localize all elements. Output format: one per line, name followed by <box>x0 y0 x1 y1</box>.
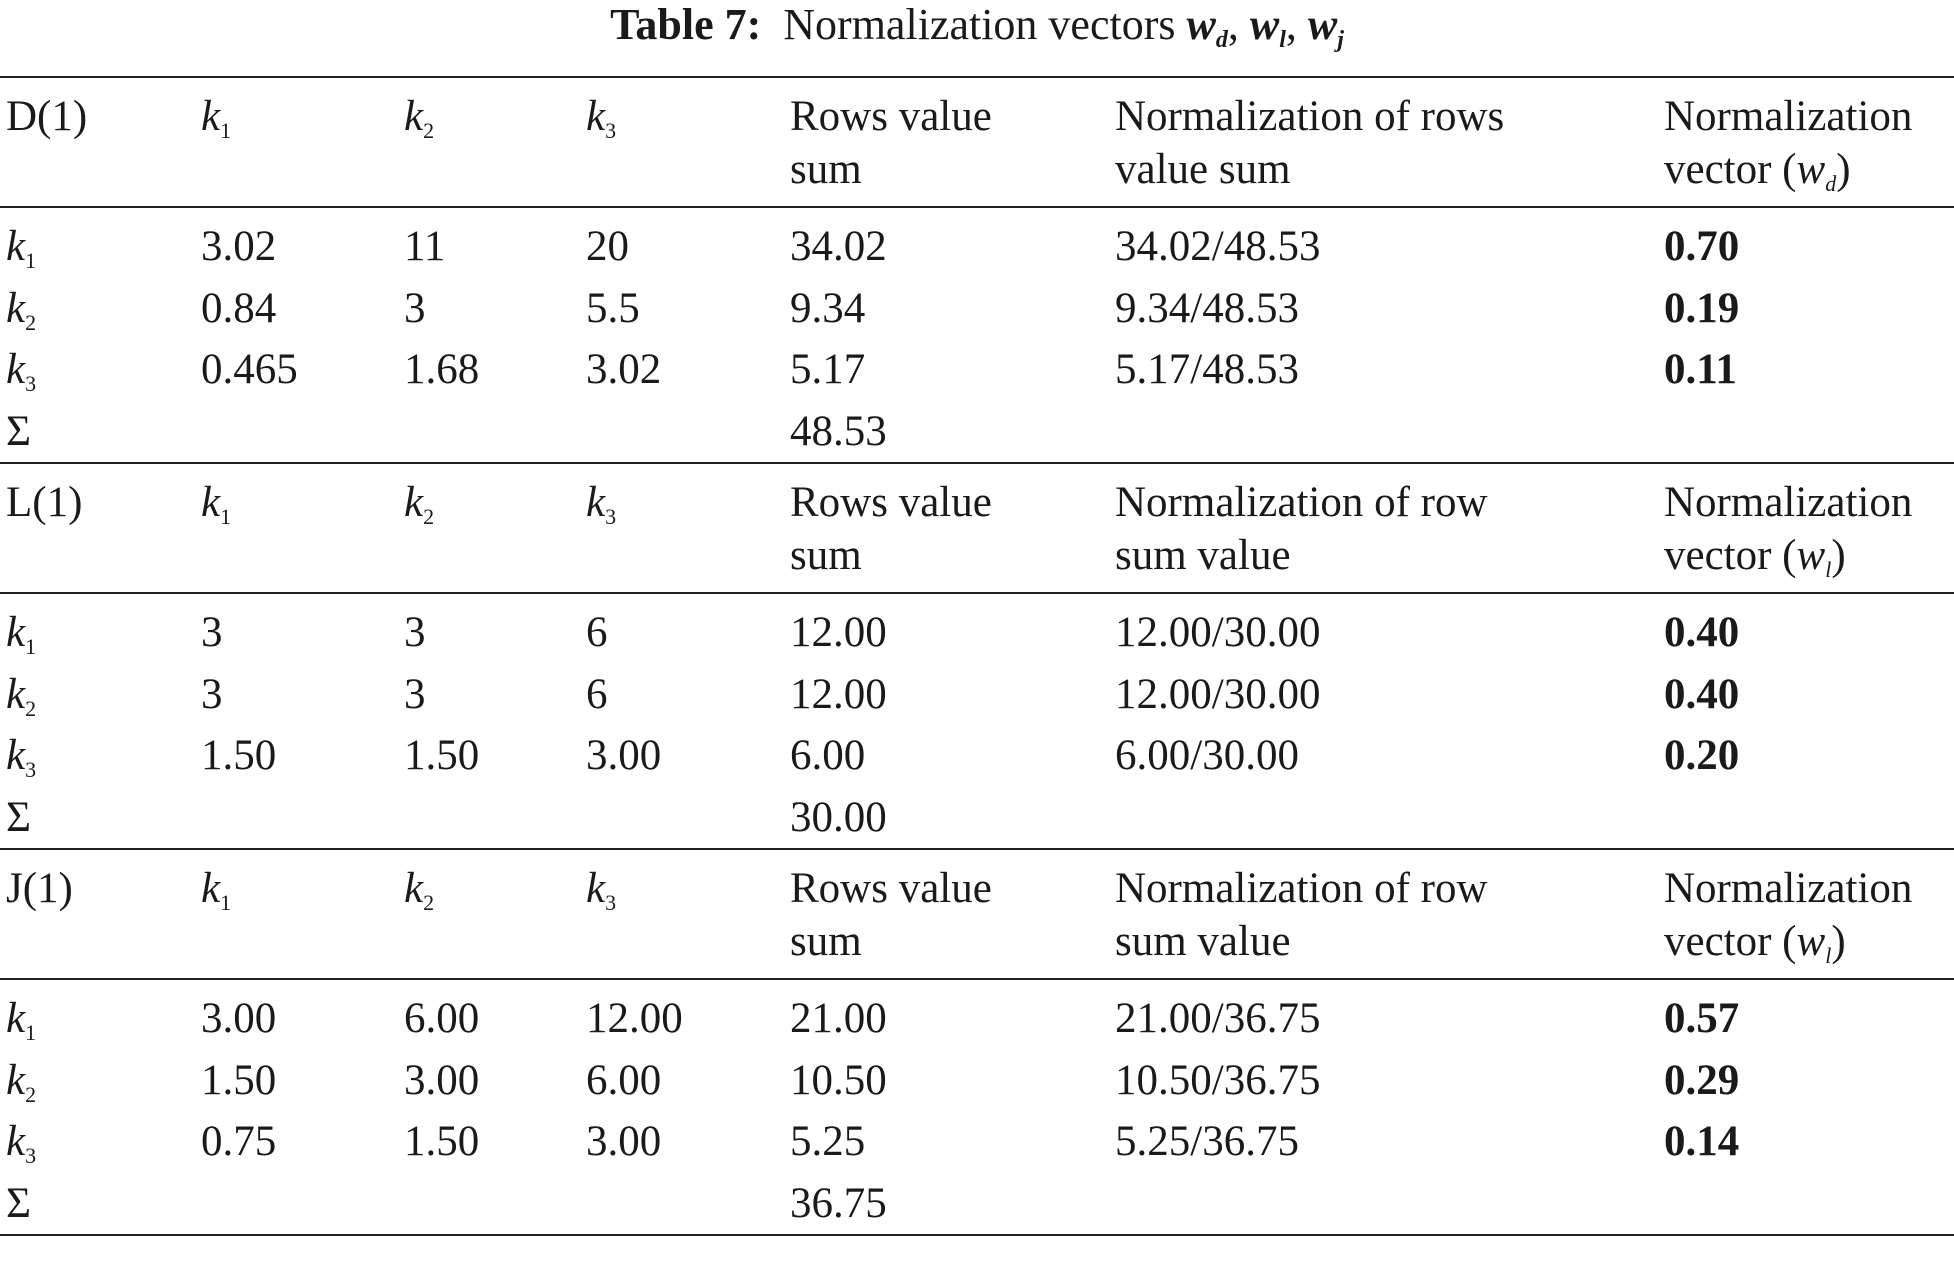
cell-rows-sum: 34.02 <box>790 223 887 270</box>
cell-k2: 3 <box>404 670 426 718</box>
sum-row <box>0 787 1954 850</box>
cell-weight: 0.19 <box>1664 284 1740 332</box>
cell-k1: 1.50 <box>201 1056 277 1104</box>
header-k1: $k_1$ <box>201 479 232 529</box>
caption-vector-wl: $w_l$ <box>1249 0 1286 53</box>
table-caption: Table 7: Normalization vectors $w_d$, $w_l$, $w_j$ <box>610 0 1344 53</box>
cell-normalization: 21.00/36.75 <box>1115 995 1321 1042</box>
header-normalization-of-sum: Normalization of row sum value <box>1115 865 1488 965</box>
cell-k1: 0.84 <box>201 284 277 332</box>
cell-weight: 0.29 <box>1664 1056 1740 1104</box>
caption-vector-wd: $w_d$ <box>1186 0 1228 53</box>
cell-k3: 20 <box>586 223 629 270</box>
cell-weight: 0.70 <box>1664 223 1740 270</box>
header-rows-value-sum: Rows value sum <box>790 865 992 965</box>
cell-weight: 0.40 <box>1664 670 1740 718</box>
cell-weight: 0.40 <box>1664 609 1740 656</box>
cell-k1: 0.75 <box>201 1118 277 1165</box>
table-row <box>0 664 1954 726</box>
header-normalization-vector: Normalization vector $(w_l)$ <box>1664 479 1913 582</box>
cell-k3: 3.00 <box>586 1118 662 1165</box>
cell-rows-sum: 6.00 <box>790 732 866 779</box>
cell-k3: 6.00 <box>586 1056 662 1104</box>
cell-weight: 0.57 <box>1664 995 1740 1042</box>
sum-row <box>0 1173 1954 1236</box>
row-label: $k_2$ <box>6 1056 37 1107</box>
table-section <box>0 77 1954 463</box>
header-k2: $k_2$ <box>404 479 435 529</box>
table-section <box>0 463 1954 849</box>
cell-normalization: 6.00/30.00 <box>1115 732 1299 779</box>
caption-text: Normalization vectors <box>783 0 1176 49</box>
cell-k2: 6.00 <box>404 995 480 1042</box>
cell-weight: 0.14 <box>1664 1118 1740 1165</box>
table-row <box>0 207 1954 278</box>
cell-rows-sum: 21.00 <box>790 995 887 1042</box>
section-header-row <box>0 77 1954 207</box>
table-row <box>0 278 1954 340</box>
cell-rows-sum: 5.25 <box>790 1118 866 1165</box>
cell-rows-sum: 12.00 <box>790 609 887 656</box>
cell-k3: 6 <box>586 670 608 718</box>
cell-k2: 1.50 <box>404 1118 480 1165</box>
cell-rows-sum: 12.00 <box>790 670 887 718</box>
sum-symbol: Σ <box>6 407 32 455</box>
header-k2: $k_2$ <box>404 93 435 143</box>
cell-k1: 3.02 <box>201 223 277 270</box>
cell-k1: 1.50 <box>201 732 277 779</box>
cell-weight: 0.11 <box>1664 346 1737 393</box>
cell-k1: 3 <box>201 670 223 718</box>
header-normalization-of-sum: Normalization of rows value sum <box>1115 93 1505 193</box>
header-k1: $k_1$ <box>201 865 232 915</box>
header-normalization-vector: Normalization vector $(w_d)$ <box>1664 93 1913 196</box>
cell-normalization: 12.00/30.00 <box>1115 609 1321 656</box>
header-normalization-of-sum: Normalization of row sum value <box>1115 479 1488 579</box>
cell-k3: 6 <box>586 609 608 656</box>
cell-k2: 1.68 <box>404 346 480 393</box>
table-row <box>0 593 1954 664</box>
section-header-row <box>0 849 1954 979</box>
matrix-label: D(1) <box>6 93 88 140</box>
sum-row <box>0 401 1954 464</box>
row-label: $k_3$ <box>6 1118 37 1168</box>
cell-k2: 3.00 <box>404 1056 480 1104</box>
cell-k2: 3 <box>404 284 426 332</box>
cell-k2: 3 <box>404 609 426 656</box>
matrix-label: L(1) <box>6 479 83 526</box>
cell-rows-sum: 9.34 <box>790 284 866 332</box>
row-label: $k_2$ <box>6 670 37 721</box>
header-normalization-vector: Normalization vector $(w_l)$ <box>1664 865 1913 968</box>
cell-normalization: 12.00/30.00 <box>1115 670 1321 718</box>
sum-value: 30.00 <box>790 793 887 841</box>
sum-value: 36.75 <box>790 1179 887 1227</box>
row-label: $k_1$ <box>6 223 37 273</box>
cell-k2: 11 <box>404 223 446 270</box>
caption-vector-wj: $w_j$ <box>1307 0 1344 53</box>
header-k3: $k_3$ <box>586 865 617 915</box>
sum-symbol: Σ <box>6 1179 32 1227</box>
table-row <box>0 339 1954 401</box>
header-k1: $k_1$ <box>201 93 232 143</box>
row-label: $k_3$ <box>6 732 37 782</box>
row-label: $k_3$ <box>6 346 37 396</box>
cell-k3: 5.5 <box>586 284 640 332</box>
header-k2: $k_2$ <box>404 865 435 915</box>
table-section <box>0 849 1954 1235</box>
table-row <box>0 1050 1954 1112</box>
cell-rows-sum: 10.50 <box>790 1056 887 1104</box>
cell-rows-sum: 5.17 <box>790 346 866 393</box>
cell-k1: 0.465 <box>201 346 298 393</box>
cell-weight: 0.20 <box>1664 732 1740 779</box>
cell-k3: 3.00 <box>586 732 662 779</box>
table-row <box>0 979 1954 1050</box>
matrix-label: J(1) <box>6 865 73 912</box>
header-rows-value-sum: Rows value sum <box>790 479 992 579</box>
row-label: $k_2$ <box>6 284 37 335</box>
cell-k2: 1.50 <box>404 732 480 779</box>
cell-k3: 12.00 <box>586 995 683 1042</box>
cell-k1: 3.00 <box>201 995 277 1042</box>
header-k3: $k_3$ <box>586 479 617 529</box>
row-label: $k_1$ <box>6 995 37 1045</box>
caption-label: Table 7: <box>610 0 762 49</box>
row-label: $k_1$ <box>6 609 37 659</box>
cell-normalization: 34.02/48.53 <box>1115 223 1321 270</box>
normalization-table <box>0 76 1954 1236</box>
header-rows-value-sum: Rows value sum <box>790 93 992 193</box>
cell-k3: 3.02 <box>586 346 662 393</box>
table-row <box>0 725 1954 787</box>
sum-symbol: Σ <box>6 793 32 841</box>
sum-value: 48.53 <box>790 407 887 455</box>
header-k3: $k_3$ <box>586 93 617 143</box>
cell-normalization: 10.50/36.75 <box>1115 1056 1321 1104</box>
cell-k1: 3 <box>201 609 223 656</box>
section-header-row <box>0 463 1954 593</box>
cell-normalization: 5.17/48.53 <box>1115 346 1299 393</box>
cell-normalization: 5.25/36.75 <box>1115 1118 1299 1165</box>
cell-normalization: 9.34/48.53 <box>1115 284 1299 332</box>
table-row <box>0 1111 1954 1173</box>
